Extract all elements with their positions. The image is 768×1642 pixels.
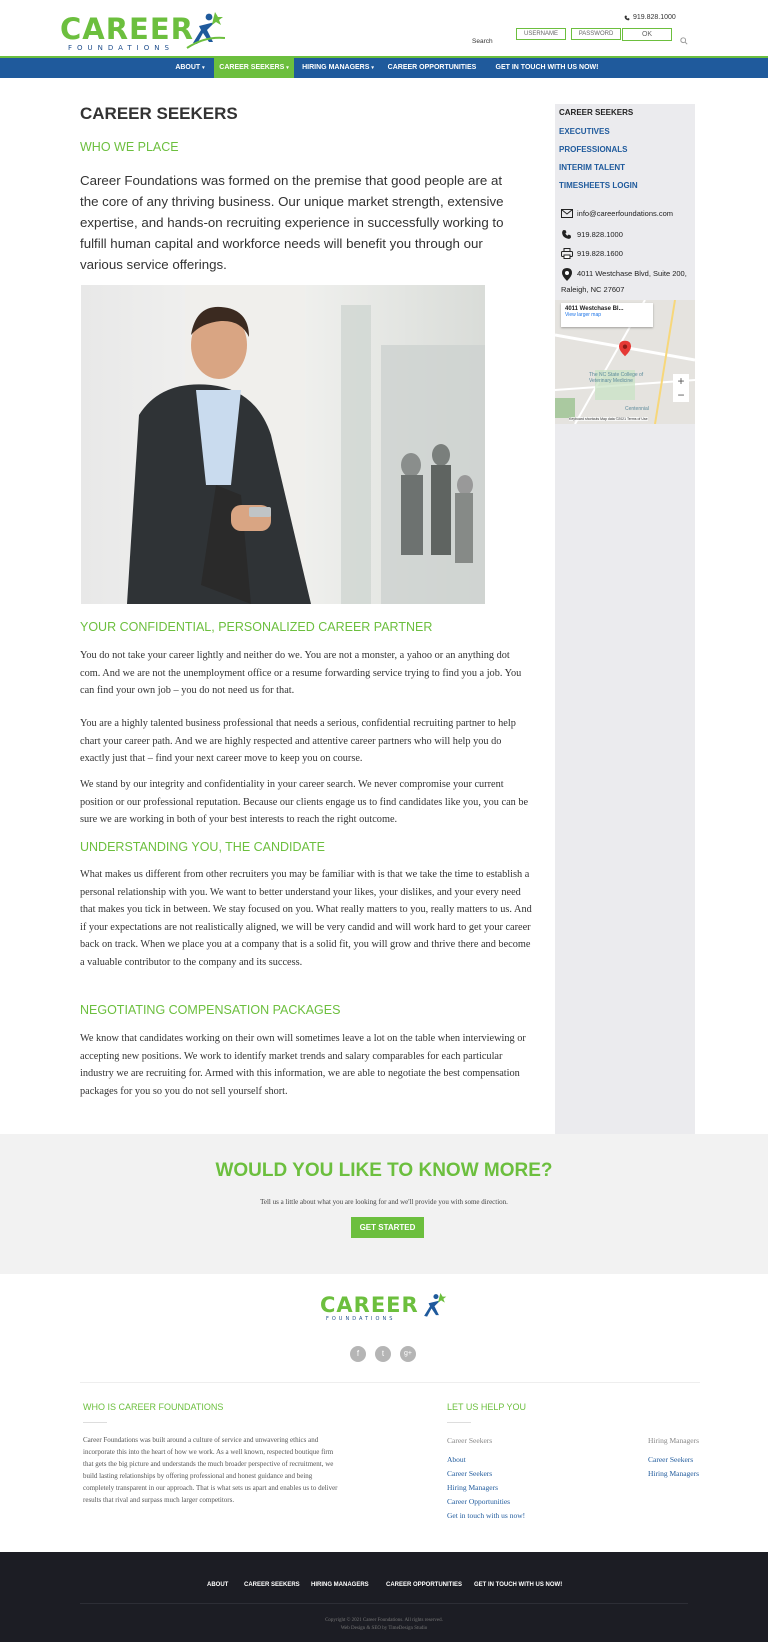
footer-col2-link-hiring-managers[interactable]: Hiring Managers (648, 1469, 700, 1478)
ok-button[interactable]: OK (622, 28, 672, 41)
map-label-centennial: Centennial (625, 406, 649, 412)
section3-paragraph-1: We know that candidates working on their own will sometimes leave a lot on the table when interviewing or accepting new positions. We work to identify market trends and salary comparables for each particular industry we are recruiting for. Armed with this information, we are able to negotiate the best compensation packages for you so you do not sell yourself short. (80, 1033, 526, 1097)
social-google[interactable] (400, 1346, 416, 1362)
sidebar-item-executives[interactable]: EXECUTIVES (559, 127, 610, 136)
sidebar-item-interim-talent[interactable]: INTERIM TALENT (559, 163, 626, 172)
logo-subtitle: FOUNDATIONS (68, 44, 174, 52)
email-icon (561, 209, 573, 218)
phone-icon (624, 15, 630, 21)
cta-title: WOULD YOU LIKE TO KNOW MORE? (215, 1160, 553, 1181)
get-started-button[interactable]: GET STARTED (351, 1217, 424, 1238)
footer-col1-heading: Career Seekers (447, 1436, 493, 1445)
map-card-title: 4011 Westchase Bl... (565, 306, 624, 312)
sidebar (555, 104, 695, 1134)
footer-about-text: Career Foundations was built around a culture of service and unwavering ethics and incorporate this into the heart of how we work. As a well known, respected boutique firm that gets the big picture and understands the much broader perspective of recruitment, we build lasting relationships by offering professional and honest guidance and being completely transparent in our approach. That is what sets us apart and enables us to deliver results that rival and surpass much larger competitors. (83, 1436, 338, 1504)
header-phone-number: 919.828.1000 (633, 14, 676, 21)
footer-logo[interactable] (320, 1290, 450, 1326)
phone-icon (561, 229, 572, 240)
hero-photo (81, 285, 485, 604)
footer-divider (80, 1382, 700, 1383)
social-facebook[interactable] (350, 1346, 366, 1362)
logo-star-figure-icon (185, 8, 225, 54)
section3-heading: NEGOTIATING COMPENSATION PACKAGES (80, 1003, 341, 1017)
chevron-down-icon: ▾ (286, 65, 289, 71)
footer-col2-heading: Hiring Managers (648, 1436, 700, 1445)
main-nav (0, 58, 768, 78)
map-marker-icon (619, 340, 631, 357)
section1-paragraph-3: We stand by our integrity and confidentiality in your career search. We never compromise your current position or our professional reputation. Because our clients engage us to find candidates like you, you can be sure we are working in both of your best interests to reach the right outcome. (80, 779, 529, 825)
nav-get-in-touch[interactable]: GET IN TOUCH WITH US NOW! (495, 64, 599, 71)
nav-hiring-managers[interactable]: HIRING MANAGERS ▾ (302, 64, 374, 71)
google-plus-icon: g+ (404, 1350, 412, 1357)
section1-paragraph-2: You are a highly talented business professional that needs a serious, confidential recruiting partner to help chart your career path. And we are highly respected and attentive career partners who will help you do exactly just that – find your next career move to keep you on course. (80, 718, 516, 764)
footer-logo-wordmark: CAREER (320, 1293, 419, 1317)
footer-logo-star-icon (418, 1290, 448, 1324)
location-map[interactable] (555, 300, 695, 424)
footer-col2-link-career-seekers[interactable]: Career Seekers (648, 1455, 694, 1464)
sidebar-item-professionals[interactable]: PROFESSIONALS (559, 145, 628, 154)
twitter-icon: t (381, 1349, 385, 1358)
chevron-down-icon: ▾ (202, 65, 205, 71)
nav-career-seekers[interactable]: CAREER SEEKERS ▾ (214, 58, 294, 78)
page-title: CAREER SEEKERS (80, 104, 238, 123)
sidebar-email[interactable]: info@careerfoundations.com (577, 209, 673, 218)
social-twitter[interactable] (375, 1346, 391, 1362)
bottom-nav-about[interactable]: ABOUT (207, 1582, 229, 1588)
bottom-nav-career-seekers[interactable]: CAREER SEEKERS (244, 1582, 300, 1588)
footer-about-heading: WHO IS CAREER FOUNDATIONS (83, 1402, 224, 1412)
map-info-card (561, 303, 653, 327)
copyright-line-1: Copyright © 2021 Career Foundations. All rights reserved. (325, 1618, 443, 1623)
footer-link-hiring-managers[interactable]: Hiring Managers (447, 1483, 499, 1492)
sidebar-address-line2: Raleigh, NC 27607 (561, 285, 625, 294)
nav-about[interactable]: ABOUT ▾ (175, 64, 205, 71)
section1-paragraph-1: You do not take your career lightly and neither do we. You are not a monster, a yahoo or an anything dot com. And we are not the unemployment office or a resume forwarding service trying to find you a job. You can find your own job – you do not need us for that. (80, 650, 522, 696)
footer-link-about[interactable]: About (447, 1455, 466, 1464)
nav-career-opportunities[interactable]: CAREER OPPORTUNITIES (387, 64, 477, 71)
map-label-college: The NC State College of Veterinary Medicine (589, 372, 644, 384)
sidebar-phone[interactable]: 919.828.1000 (577, 230, 623, 239)
footer-help-underline (447, 1422, 471, 1423)
bottom-nav-get-in-touch[interactable]: GET IN TOUCH WITH US NOW! (474, 1582, 563, 1588)
sidebar-address-line1: 4011 Westchase Blvd, Suite 200, (577, 269, 687, 278)
site-logo[interactable] (60, 8, 225, 54)
section1-heading: YOUR CONFIDENTIAL, PERSONALIZED CAREER PARTNER (80, 620, 433, 634)
search-icon[interactable] (680, 37, 688, 45)
footer-link-career-opportunities[interactable]: Career Opportunities (447, 1497, 511, 1506)
facebook-icon: f (356, 1349, 360, 1358)
footer-link-get-in-touch[interactable]: Get in touch with us now! (447, 1511, 526, 1520)
businessman-photo (81, 285, 485, 604)
footer-logo-subtitle: FOUNDATIONS (326, 1316, 396, 1322)
copyright-line-2: Web Design & SEO by TimeDesign Studio (340, 1626, 428, 1631)
section2-heading: UNDERSTANDING YOU, THE CANDIDATE (80, 840, 325, 854)
map-pin-icon (562, 268, 572, 281)
footer-about-underline (83, 1422, 107, 1423)
who-we-place-heading: WHO WE PLACE (80, 140, 179, 154)
bottom-nav-career-opportunities[interactable]: CAREER OPPORTUNITIES (386, 1582, 463, 1588)
chevron-down-icon: ▾ (371, 65, 374, 71)
footer-help-heading: LET US HELP YOU (447, 1402, 527, 1412)
bottom-nav-hiring-managers[interactable]: HIRING MANAGERS (311, 1582, 369, 1588)
logo-wordmark: CAREER (60, 12, 195, 46)
footer-link-career-seekers[interactable]: Career Seekers (447, 1469, 493, 1478)
map-zoom-in[interactable]: + (673, 374, 689, 388)
password-field[interactable]: PASSWORD (571, 28, 621, 40)
fax-icon (561, 248, 573, 259)
map-footer: Keyboard shortcuts Map data ©2021 Terms of Use (569, 417, 648, 421)
header-phone[interactable] (624, 14, 676, 21)
intro-paragraph: Career Foundations was formed on the premise that good people are at the core of any thriving business. Our unique market strength, extensive expertise, and hands-on recruiting experience in successfully working to fulfill human capital and workforce needs will benefit you through our various service offerings. (80, 173, 504, 272)
cta-section (0, 1134, 768, 1274)
map-zoom-out[interactable]: − (673, 388, 689, 402)
sidebar-fax: 919.828.1600 (577, 249, 623, 258)
cta-text: Tell us a little about what you are looking for and we'll provide you with some direction. (260, 1198, 508, 1206)
map-card-link[interactable]: View larger map (565, 312, 602, 318)
search-label: Search (472, 38, 493, 45)
sidebar-item-career-seekers[interactable]: CAREER SEEKERS (559, 108, 634, 117)
section2-paragraph-1: What makes us different from other recruiters you may be familiar with is that we take the time to establish a personal relationship with you. We want to better understand your likes, your dislikes, and your every need that makes you tick in between. We stay focused on you. What really matters to you, really matters to us. And if your expectations are not realistically aligned, we will be very candid and will work hard to get your career back on track. When we place you at a company that is a solid fit, you will grow and thrive there and become a valuable contributor to the company and its success. (80, 869, 532, 968)
sidebar-item-timesheets-login[interactable]: TIMESHEETS LOGIN (559, 181, 638, 190)
bottom-divider (80, 1603, 688, 1604)
username-field[interactable]: USERNAME (516, 28, 566, 40)
